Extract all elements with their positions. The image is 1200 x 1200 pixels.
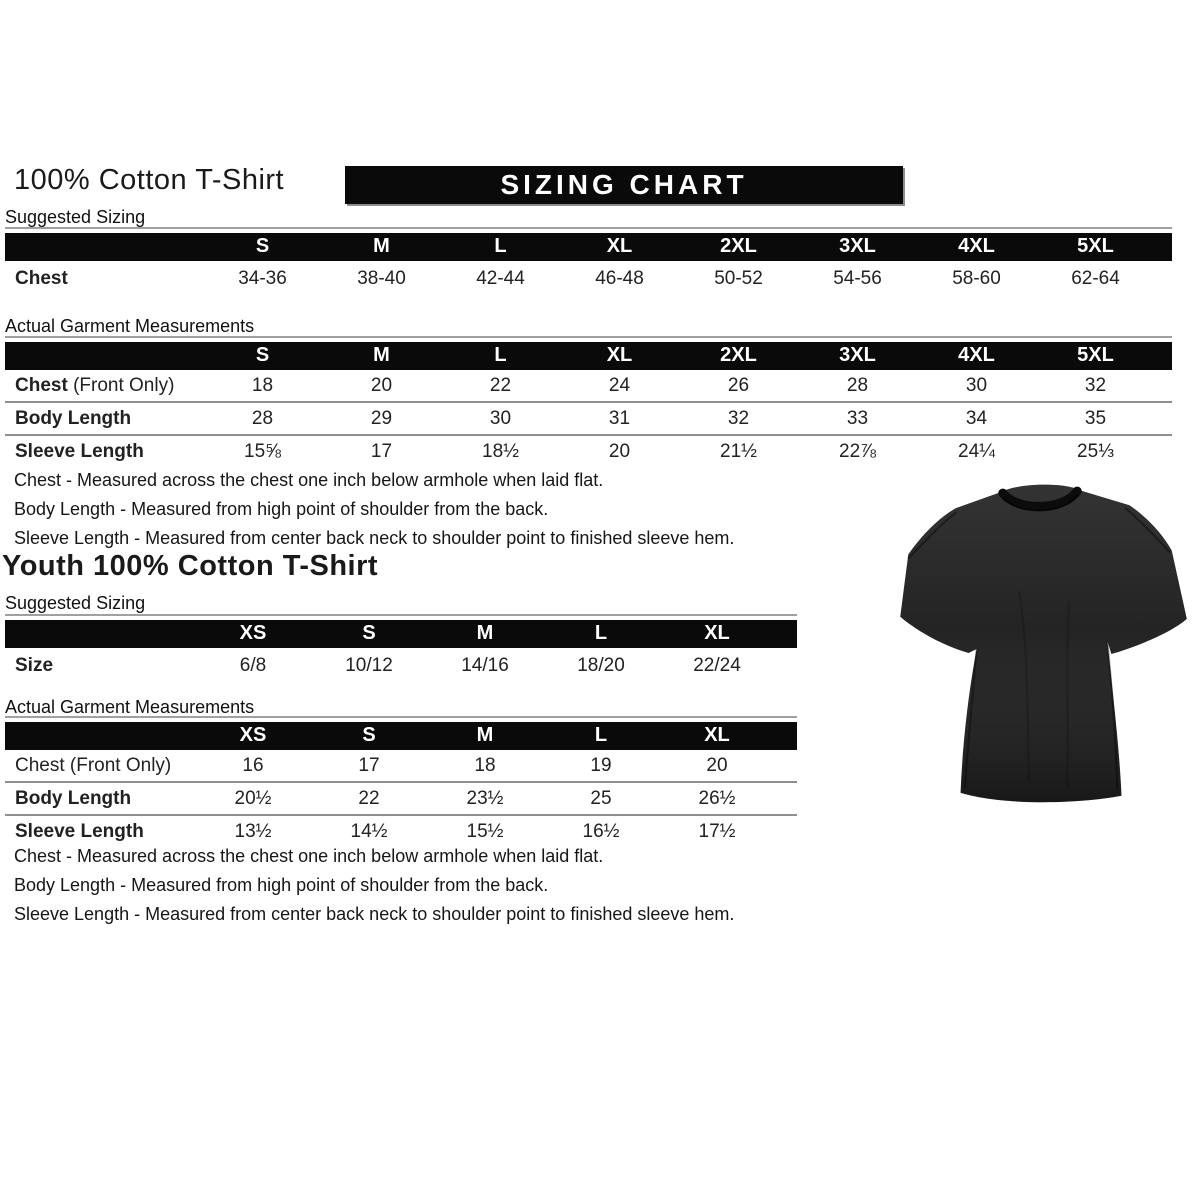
youth-suggested-sizing-label: Suggested Sizing <box>5 593 146 613</box>
size-value-cell: 10/12 <box>345 655 393 676</box>
size-value-cell: 20 <box>322 370 441 403</box>
size-value-cell: 16½ <box>582 821 620 842</box>
size-value-cell: 46-48 <box>595 268 644 289</box>
size-value-cell: 28 <box>203 403 322 436</box>
row-label <box>5 370 203 403</box>
size-column-header: 5XL <box>1036 338 1155 370</box>
size-value-cell: 18/20 <box>577 655 625 676</box>
youth-suggested-sizing-table <box>5 614 797 683</box>
row-label-note: (Front Only) <box>67 375 175 396</box>
row-spacer <box>1155 370 1172 403</box>
size-column-header: M <box>322 338 441 370</box>
size-value-cell: 50-52 <box>714 268 763 289</box>
note-line: Chest - Measured across the chest one inch below armhole when laid flat. <box>14 470 604 490</box>
size-value-cell: 30 <box>917 370 1036 403</box>
size-value-cell: 20 <box>608 441 631 462</box>
header-spacer <box>5 338 203 370</box>
table-header-row <box>5 229 1172 261</box>
size-value-cell: 32 <box>1036 370 1155 403</box>
row-label-text: Size <box>15 655 54 676</box>
size-value-cell: 31 <box>560 403 679 436</box>
size-value-cell: 26½ <box>659 783 775 816</box>
row-label <box>5 261 203 296</box>
size-value-cell: 22 <box>441 370 560 403</box>
table-row <box>5 648 797 683</box>
size-value-cell: 15½ <box>466 821 504 842</box>
size-column-header: 2XL <box>679 229 798 261</box>
row-label-text: Body Length <box>15 788 132 809</box>
size-value-cell: 32 <box>679 403 798 436</box>
size-column-header: 3XL <box>798 229 917 261</box>
table-row <box>5 436 1172 467</box>
row-label-text: Sleeve Length <box>15 821 144 842</box>
row-spacer <box>775 783 797 816</box>
youth-actual-measurements-label: Actual Garment Measurements <box>5 697 255 717</box>
row-spacer <box>1155 403 1172 436</box>
size-value-cell: 14½ <box>350 821 388 842</box>
size-value-cell: 6/8 <box>239 655 267 676</box>
row-label <box>5 436 203 467</box>
size-column-header: S <box>311 616 427 648</box>
size-value-cell: 22/24 <box>693 655 741 676</box>
header-spacer <box>5 229 203 261</box>
size-value-cell: 22⅞ <box>839 441 876 462</box>
size-value-cell: 25⅓ <box>1077 441 1114 462</box>
size-column-header: S <box>311 718 427 750</box>
note-line: Body Length - Measured from high point of shoulder from the back. <box>14 499 549 519</box>
table-row <box>5 783 797 816</box>
size-value-cell: 19 <box>543 750 659 783</box>
row-label-text: Body Length <box>15 408 132 429</box>
table-header-row <box>5 718 797 750</box>
row-spacer <box>775 750 797 783</box>
row-spacer <box>775 648 797 683</box>
note-line: Body Length - Measured from high point of shoulder from the back. <box>14 875 549 895</box>
size-value-cell: 20½ <box>195 783 311 816</box>
size-value-cell: 18 <box>203 370 322 403</box>
table-header-row <box>5 616 797 648</box>
header-spacer <box>775 616 797 648</box>
size-column-header: XL <box>659 616 775 648</box>
table-header-row <box>5 338 1172 370</box>
youth-title: Youth 100% Cotton T-Shirt <box>2 550 379 582</box>
row-spacer <box>1155 436 1172 467</box>
size-value-cell: 34 <box>917 403 1036 436</box>
size-column-header: XL <box>659 718 775 750</box>
size-column-header: L <box>441 338 560 370</box>
size-value-cell: 13½ <box>234 821 272 842</box>
size-column-header: XS <box>195 616 311 648</box>
size-value-cell: 62-64 <box>1071 268 1120 289</box>
row-spacer <box>775 816 797 847</box>
tshirt-shading <box>900 485 1187 803</box>
row-label <box>5 750 195 783</box>
youth-actual-measurements-table <box>5 716 797 847</box>
header-spacer <box>5 718 195 750</box>
size-value-cell: 23½ <box>427 783 543 816</box>
size-value-cell: 17½ <box>698 821 736 842</box>
row-label-text: Chest <box>15 375 68 396</box>
row-label <box>5 783 195 816</box>
size-value-cell: 34-36 <box>238 268 287 289</box>
size-column-header: XL <box>560 338 679 370</box>
note-line: Sleeve Length - Measured from center back neck to shoulder point to finished sleeve hem. <box>14 528 735 548</box>
size-column-header: S <box>203 229 322 261</box>
size-value-cell: 38-40 <box>357 268 406 289</box>
size-column-header: L <box>543 616 659 648</box>
size-column-header: M <box>427 616 543 648</box>
row-spacer <box>1155 261 1172 296</box>
size-value-cell: 22 <box>311 783 427 816</box>
size-value-cell: 54-56 <box>833 268 882 289</box>
size-column-header: 2XL <box>679 338 798 370</box>
sizing-chart-banner <box>345 166 903 204</box>
note-line: Sleeve Length - Measured from center back neck to shoulder point to finished sleeve hem. <box>14 904 735 924</box>
size-column-header: 5XL <box>1036 229 1155 261</box>
size-value-cell: 58-60 <box>952 268 1001 289</box>
size-value-cell: 14/16 <box>461 655 509 676</box>
size-column-header: M <box>322 229 441 261</box>
table-row <box>5 370 1172 403</box>
size-value-cell: 21½ <box>720 441 757 462</box>
size-column-header: XL <box>560 229 679 261</box>
row-label <box>5 403 203 436</box>
header-spacer <box>775 718 797 750</box>
size-column-header: S <box>203 338 322 370</box>
size-value-cell: 29 <box>322 403 441 436</box>
size-column-header: 3XL <box>798 338 917 370</box>
size-value-cell: 16 <box>195 750 311 783</box>
size-value-cell: 18 <box>427 750 543 783</box>
size-value-cell: 24¼ <box>958 441 995 462</box>
size-column-header: 4XL <box>917 229 1036 261</box>
header-spacer <box>1155 229 1172 261</box>
size-value-cell: 28 <box>798 370 917 403</box>
size-value-cell: 20 <box>659 750 775 783</box>
adult-actual-measurements-table <box>5 336 1172 467</box>
size-value-cell: 25 <box>543 783 659 816</box>
adult-suggested-sizing-label: Suggested Sizing <box>5 207 146 227</box>
size-value-cell: 17 <box>311 750 427 783</box>
table-row <box>5 261 1172 296</box>
header-spacer <box>1155 338 1172 370</box>
size-value-cell: 30 <box>441 403 560 436</box>
adult-title: 100% Cotton T-Shirt <box>14 164 285 196</box>
size-value-cell: 24 <box>560 370 679 403</box>
youth-measurement-notes <box>14 842 734 929</box>
header-spacer <box>5 616 195 648</box>
row-label <box>5 648 195 683</box>
adult-suggested-sizing-table <box>5 227 1172 296</box>
table-row <box>5 750 797 783</box>
row-label-text: Sleeve Length <box>15 441 144 462</box>
size-column-header: XS <box>195 718 311 750</box>
size-column-header: L <box>543 718 659 750</box>
size-column-header: 4XL <box>917 338 1036 370</box>
note-line: Chest - Measured across the chest one inch below armhole when laid flat. <box>14 846 604 866</box>
size-column-header: M <box>427 718 543 750</box>
size-column-header: L <box>441 229 560 261</box>
size-value-cell: 35 <box>1036 403 1155 436</box>
size-value-cell: 42-44 <box>476 268 525 289</box>
sizing-chart-banner-text: SIZING CHART <box>500 169 748 200</box>
adult-measurement-notes <box>14 466 734 553</box>
table-row <box>5 403 1172 436</box>
adult-actual-measurements-label: Actual Garment Measurements <box>5 316 255 336</box>
row-label-text: Chest <box>15 268 68 289</box>
row-label-text: Chest (Front Only) <box>15 755 172 776</box>
black-tshirt-photo <box>878 470 1200 832</box>
size-value-cell: 17 <box>370 441 393 462</box>
size-value-cell: 26 <box>679 370 798 403</box>
size-value-cell: 33 <box>798 403 917 436</box>
size-value-cell: 15⅝ <box>244 441 281 462</box>
size-value-cell: 18½ <box>482 441 519 462</box>
